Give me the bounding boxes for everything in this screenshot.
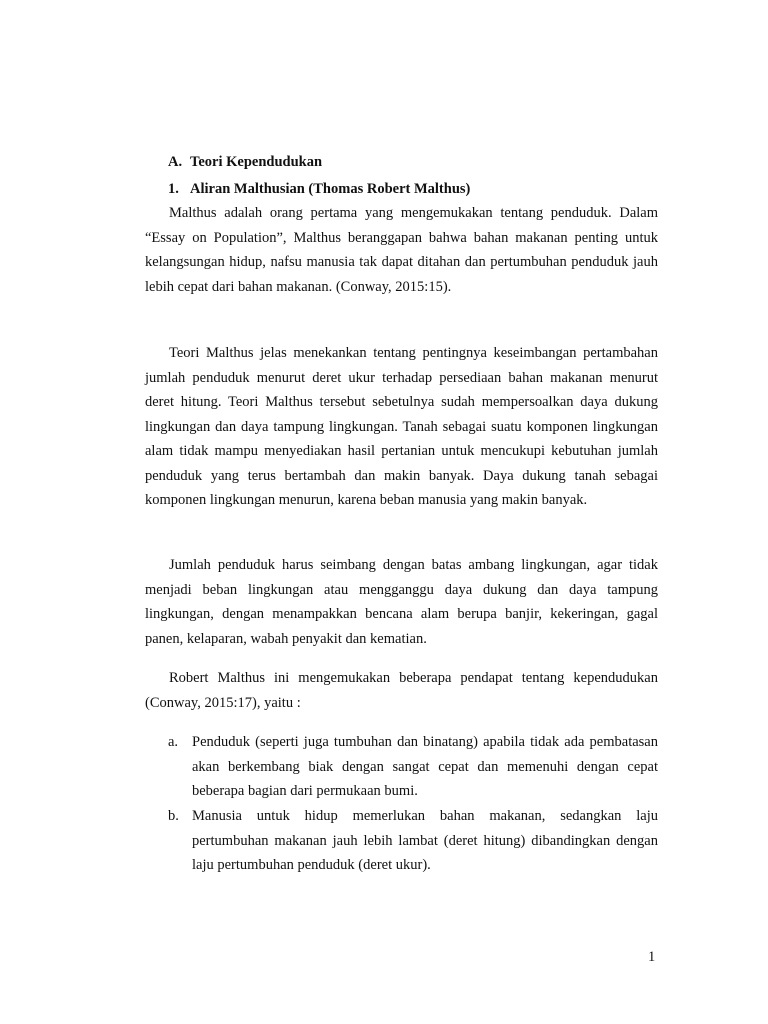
section-number: A.: [168, 154, 183, 170]
paragraph-3: Jumlah penduduk harus seimbang dengan batas ambang lingkungan, agar tidak menjadi beban lingkungan atau mengganggu daya dukung dan daya tampung lingkungan, dengan menampakkan bencana alam berupa banjir, kekeringan, gagal panen, kelaparan, wabah penyakit dan kematian.: [145, 557, 658, 647]
subsection-heading: [168, 179, 470, 199]
paragraph-4: Robert Malthus ini mengemukakan beberapa pendapat tentang kependudukan (Conway, 2015:17), yaitu :: [145, 670, 658, 711]
list-item-a: [168, 730, 658, 804]
list-item-text: Penduduk (seperti juga tumbuhan dan binatang) apabila tidak ada pembatasan akan berkembang biak dengan sangat cepat dan memenuhi dengan cepat beberapa bagian dari permukaan bumi.: [192, 734, 658, 799]
subsection-number: 1.: [168, 181, 179, 197]
paragraph-2: Teori Malthus jelas menekankan tentang pentingnya keseimbangan pertambahan jumlah penduduk menurut deret ukur terhadap persediaan bahan makanan menurut deret hitung. Teori Malthus tersebut sebetulnya sudah mempersoalkan daya dukung lingkungan dan daya tampung lingkungan. Tanah sebagai suatu komponen lingkungan alam tidak mampu menyediakan hasil pertanian untuk mencukupi kebutuhan jumlah penduduk yang terus bertambah dan makin banyak. Daya dukung tanah sebagai komponen lingkungan menurun, karena beban manusia yang makin banyak.: [145, 345, 658, 508]
paragraph-1: Malthus adalah orang pertama yang mengemukakan tentang penduduk. Dalam “Essay on Population”, Malthus beranggapan bahwa bahan makanan penting untuk kelangsungan hidup, nafsu manusia tak dapat ditahan dan pertumbuhan penduduk jauh lebih cepat dari bahan makanan. (Conway, 2015:15).: [145, 205, 658, 295]
list-item-b: [168, 804, 658, 878]
list-marker: b.: [168, 808, 179, 824]
section-heading: [168, 152, 322, 172]
subsection-title: Aliran Malthusian (Thomas Robert Malthus): [190, 181, 471, 197]
page-number: 1: [648, 949, 656, 965]
section-title: Teori Kependudukan: [190, 154, 323, 170]
list-item-text: Manusia untuk hidup memerlukan bahan makanan, sedangkan laju pertumbuhan makanan jauh lebih lambat (deret hitung) dibandingkan dengan laju pertumbuhan penduduk (deret ukur).: [192, 808, 658, 873]
list-marker: a.: [168, 734, 179, 750]
